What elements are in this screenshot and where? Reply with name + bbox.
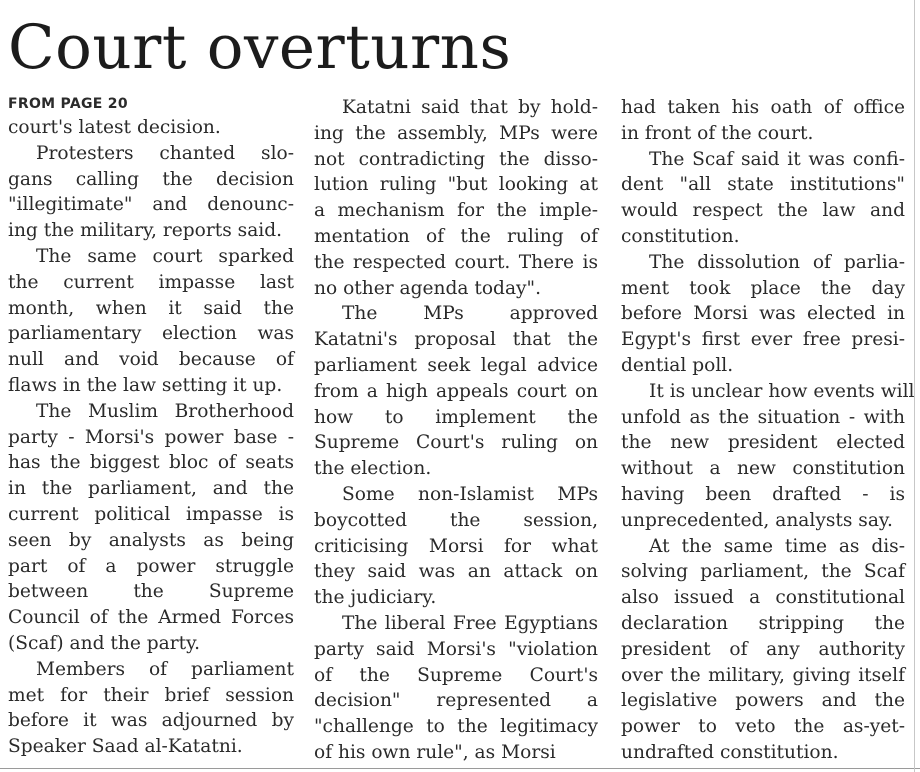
text-line: It is unclear how events will <box>649 380 915 402</box>
text-line: a mechanism for the imple- <box>314 200 598 222</box>
text-line: At the same time as dis- <box>649 535 905 557</box>
text-line: "illegitimate" and denounc- <box>8 194 294 216</box>
text-line: Members of parliament <box>36 658 294 680</box>
text-line: Katatni said that by hold- <box>342 97 598 118</box>
text-line: has the biggest bloc of seats <box>8 452 294 474</box>
text-line: The Muslim Brotherhood <box>36 400 294 422</box>
text-line: ment took place the day <box>621 277 905 299</box>
paragraph <box>621 379 915 534</box>
paragraph <box>8 115 294 141</box>
text-line: between the Supreme <box>8 581 294 603</box>
paragraph <box>8 657 294 760</box>
text-line: dent "all state institutions" <box>621 174 905 196</box>
text-line: month, when it said the <box>8 297 294 319</box>
paragraph <box>8 244 294 399</box>
text-line: "challenge to the legitimacy <box>314 716 598 738</box>
text-line: of his own rule", as Morsi <box>314 741 556 763</box>
text-line: president of any authority <box>621 638 905 660</box>
text-line: from a high appeals court on <box>314 380 598 402</box>
text-line: before Morsi was elected in <box>621 303 905 325</box>
text-line: The MPs approved <box>342 303 598 325</box>
text-line: dential poll. <box>621 354 734 376</box>
text-line: flaws in the law setting it up. <box>8 374 283 396</box>
paragraph <box>8 141 294 244</box>
continued-from-label: FROM PAGE 20 <box>8 96 128 112</box>
text-line: Katatni's proposal that the <box>314 329 598 351</box>
text-line: undrafted constitution. <box>621 741 839 763</box>
text-line: Council of the Armed Forces <box>8 607 294 629</box>
text-line: (Scaf) and the party. <box>8 632 201 654</box>
headline: Court overturns <box>8 12 512 83</box>
text-line: declaration stripping the <box>621 612 905 634</box>
text-line: would respect the law and <box>621 200 905 222</box>
text-line: null and void because of <box>8 349 294 371</box>
text-line: no other agenda today". <box>314 277 542 299</box>
text-line: The Scaf said it was confi- <box>649 148 905 170</box>
text-line: parliamentary election was <box>8 323 294 345</box>
text-line: criticising Morsi for what <box>314 535 598 557</box>
text-line: of the Supreme Court's <box>314 664 598 686</box>
right-edge-rule <box>914 0 915 772</box>
text-line: The liberal Free Egyptians <box>342 612 598 634</box>
text-line: in front of the court. <box>621 122 814 144</box>
text-line: solving parliament, the Scaf <box>621 561 905 583</box>
text-line: ing the military, reports said. <box>8 220 283 242</box>
text-line: the election. <box>314 458 432 480</box>
text-line: Egypt's first ever free presi- <box>621 329 905 351</box>
text-line: boycotted the session, <box>314 509 598 531</box>
text-line: mentation of the ruling of <box>314 225 598 247</box>
text-line: the current impasse last <box>8 271 294 293</box>
paragraph <box>314 301 598 482</box>
text-line: how to implement the <box>314 406 598 428</box>
paragraph <box>621 147 905 250</box>
text-line: Supreme Court's ruling on <box>314 432 598 454</box>
text-line: constitution. <box>621 225 740 247</box>
text-line: had taken his oath of office <box>621 97 905 118</box>
text-line: The dissolution of parlia- <box>649 251 905 273</box>
text-line: lution ruling "but looking at <box>314 174 598 196</box>
text-line: party - Morsi's power base - <box>8 426 294 448</box>
text-line: Protesters chanted slo- <box>36 142 294 164</box>
text-line: current political impasse is <box>8 503 294 525</box>
text-line: parliament seek legal advice <box>314 354 598 376</box>
text-line: part of a power struggle <box>8 555 294 577</box>
text-line: met for their brief session <box>8 684 294 706</box>
article-column-1 <box>8 115 294 760</box>
text-line: party said Morsi's "violation <box>314 638 598 660</box>
bottom-edge-rule <box>0 768 920 769</box>
paragraph <box>314 482 598 611</box>
text-line: Speaker Saad al-Katatni. <box>8 736 243 758</box>
text-line: decision" represented a <box>314 690 598 712</box>
text-line: seen by analysts as being <box>8 529 294 551</box>
text-line: the judiciary. <box>314 587 437 609</box>
text-line: they said was an attack on <box>314 561 598 583</box>
text-line: The same court sparked <box>36 245 294 267</box>
text-line: court's latest decision. <box>8 117 221 138</box>
text-line: without a new constitution <box>621 458 905 480</box>
text-line: the respected court. There is <box>314 251 598 273</box>
text-line: Some non-Islamist MPs <box>342 483 598 505</box>
paragraph <box>8 399 294 657</box>
text-line: in the parliament, and the <box>8 478 294 500</box>
text-line: before it was adjourned by <box>8 710 294 732</box>
text-line: power to veto the as-yet- <box>621 716 905 738</box>
paragraph <box>314 95 598 301</box>
text-line: the new president elected <box>621 432 905 454</box>
text-line: not contradicting the disso- <box>314 148 598 170</box>
text-line: legislative powers and the <box>621 690 905 712</box>
paragraph <box>621 250 905 379</box>
paragraph <box>621 95 905 147</box>
text-line: having been drafted - is <box>621 483 905 505</box>
paragraph <box>621 534 905 766</box>
text-line: unfold as the situation - with <box>621 406 905 428</box>
text-line: over the military, giving itself <box>621 664 905 686</box>
article-column-2 <box>314 95 598 766</box>
article-column-3 <box>621 95 915 766</box>
paragraph <box>314 611 598 766</box>
text-line: ing the assembly, MPs were <box>314 122 598 144</box>
text-line: also issued a constitutional <box>621 587 905 609</box>
text-line: gans calling the decision <box>8 168 294 190</box>
text-line: unprecedented, analysts say. <box>621 509 893 531</box>
